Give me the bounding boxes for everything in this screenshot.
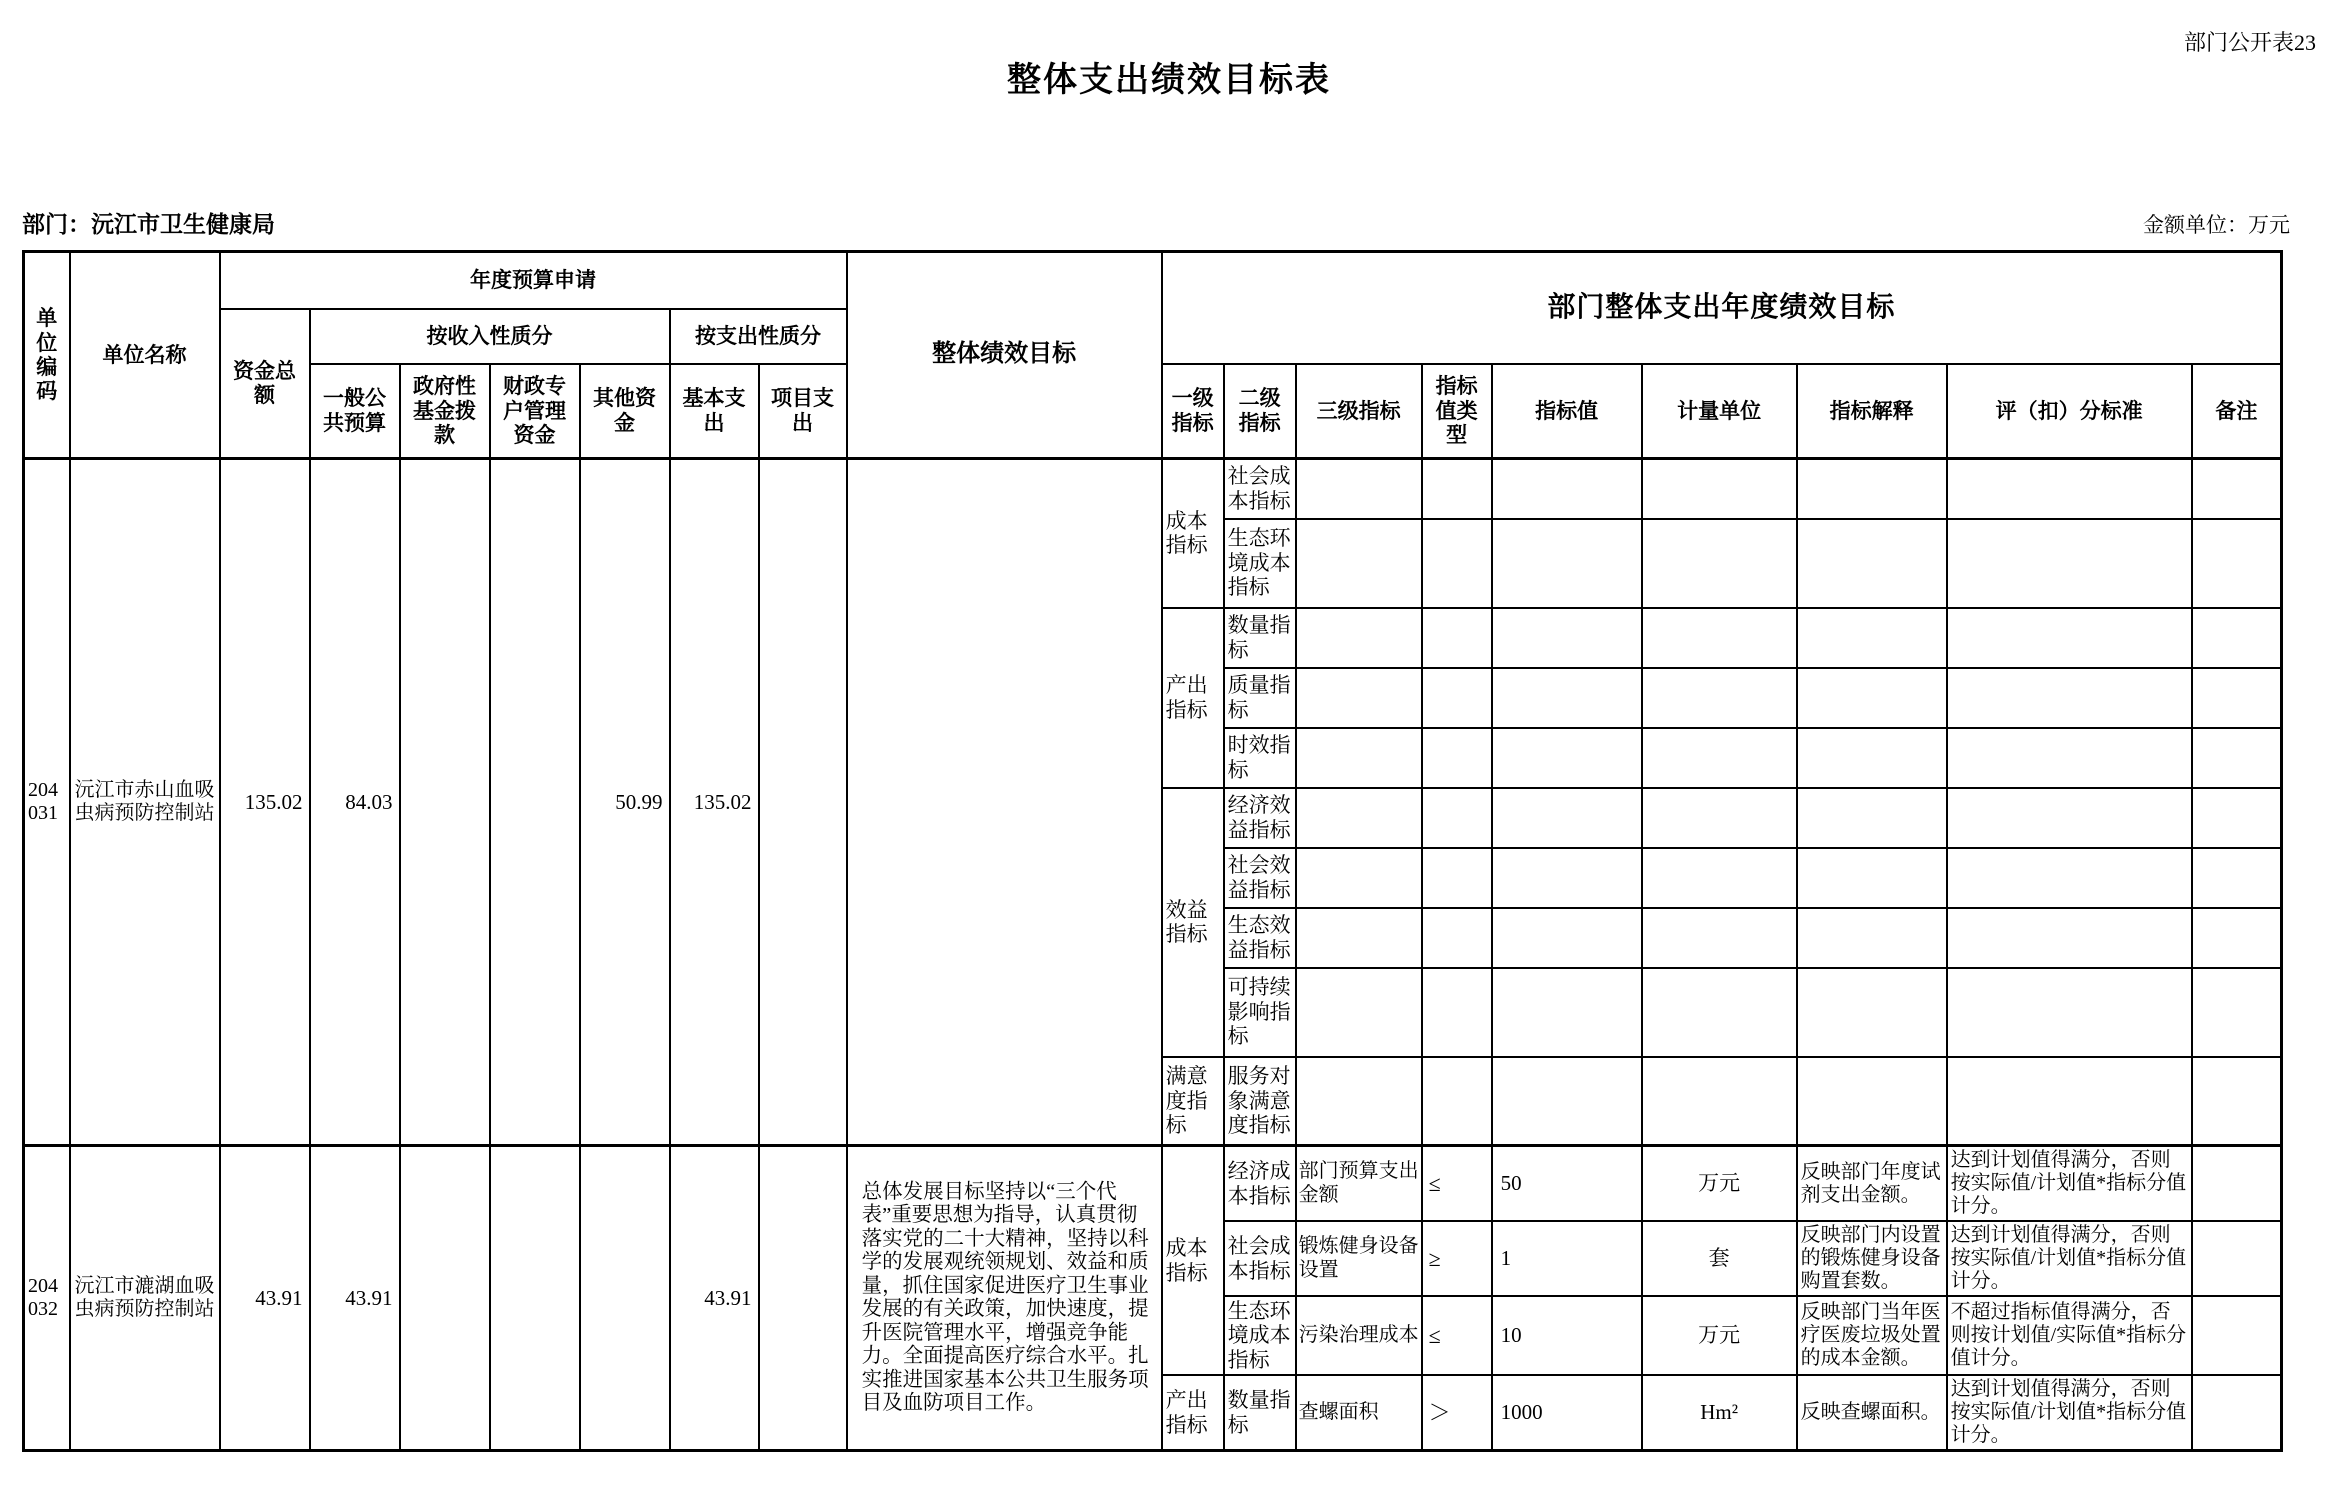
header-level2: 二级指标 [1224,364,1296,459]
header-remark: 备注 [2192,364,2282,459]
explanation-cell [1797,519,1947,608]
level1-cell: 效益指标 [1162,788,1224,1057]
value-cell: 1 [1492,1221,1642,1296]
value-type-cell [1422,848,1492,908]
header-value-type: 指标值类型 [1422,364,1492,459]
explanation-cell: 反映查螺面积。 [1797,1375,1947,1451]
budget-fiscal-cell [490,459,580,1146]
unit-code-cell: 204032 [24,1146,70,1451]
scoring-cell [1947,908,2192,968]
header-value: 指标值 [1492,364,1642,459]
value-cell: 10 [1492,1296,1642,1375]
budget-general-cell: 43.91 [310,1146,400,1451]
scoring-cell [1947,459,2192,519]
level2-cell: 生态环境成本指标 [1224,519,1296,608]
level2-cell: 数量指标 [1224,1375,1296,1451]
header-gov-fund: 政府性基金拨款 [400,364,490,459]
level2-cell: 服务对象满意度指标 [1224,1057,1296,1146]
overall-goal-cell [847,459,1162,1146]
unit-cell [1642,1057,1797,1146]
value-cell: 1000 [1492,1375,1642,1451]
explanation-cell [1797,968,1947,1057]
level1-cell: 产出指标 [1162,1375,1224,1451]
header-explanation: 指标解释 [1797,364,1947,459]
remark-cell [2192,728,2282,788]
doc-tag: 部门公开表23 [2183,30,2316,55]
explanation-cell [1797,788,1947,848]
level2-cell: 时效指标 [1224,728,1296,788]
level2-cell: 经济效益指标 [1224,788,1296,848]
value-cell [1492,968,1642,1057]
remark-cell [2192,848,2282,908]
remark-cell [2192,1057,2282,1146]
value-type-cell [1422,459,1492,519]
explanation-cell [1797,459,1947,519]
explanation-cell [1797,908,1947,968]
level3-cell [1296,608,1422,668]
remark-cell [2192,1375,2282,1451]
value-type-cell [1422,668,1492,728]
remark-cell [2192,788,2282,848]
header-annual-budget: 年度预算申请 [220,252,847,309]
unit-cell [1642,968,1797,1057]
value-cell [1492,788,1642,848]
header-unit: 计量单位 [1642,364,1797,459]
header-by-expenditure: 按支出性质分 [670,309,847,364]
value-cell [1492,1057,1642,1146]
header-by-income: 按收入性质分 [310,309,670,364]
explanation-cell [1797,728,1947,788]
value-type-cell: ≥ [1422,1221,1492,1296]
scoring-cell [1947,608,2192,668]
value-cell [1492,459,1642,519]
level3-cell: 污染治理成本 [1296,1296,1422,1375]
value-type-cell [1422,968,1492,1057]
budget-basic-cell: 135.02 [670,459,759,1146]
unit-cell [1642,519,1797,608]
scoring-cell: 达到计划值得满分，否则按实际值/计划值*指标分值计分。 [1947,1375,2192,1451]
value-type-cell [1422,908,1492,968]
value-type-cell [1422,728,1492,788]
explanation-cell: 反映部门当年医疗医废垃圾处置的成本金额。 [1797,1296,1947,1375]
budget-basic-cell: 43.91 [670,1146,759,1451]
unit-cell: 套 [1642,1221,1797,1296]
remark-cell [2192,668,2282,728]
level3-cell: 查螺面积 [1296,1375,1422,1451]
value-cell [1492,848,1642,908]
remark-cell [2192,519,2282,608]
budget-project-cell [759,459,847,1146]
unit-cell [1642,459,1797,519]
department-label: 部门：沅江市卫生健康局 [22,212,275,237]
level3-cell [1296,459,1422,519]
unit-name-cell: 沅江市漉湖血吸虫病预防控制站 [70,1146,220,1451]
scoring-cell [1947,519,2192,608]
explanation-cell: 反映部门年度试剂支出金额。 [1797,1146,1947,1222]
level2-cell: 生态环境成本指标 [1224,1296,1296,1375]
level3-cell [1296,728,1422,788]
scoring-cell: 达到计划值得满分，否则按实际值/计划值*指标分值计分。 [1947,1221,2192,1296]
budget-gov-fund-cell [400,1146,490,1451]
level2-cell: 经济成本指标 [1224,1146,1296,1222]
scoring-cell [1947,668,2192,728]
level2-cell: 生态效益指标 [1224,908,1296,968]
value-cell [1492,608,1642,668]
amount-unit-label: 金额单位：万元 [2143,213,2290,237]
remark-cell [2192,968,2282,1057]
scoring-cell: 不超过指标值得满分，否则按计划值/实际值*指标分值计分。 [1947,1296,2192,1375]
header-total-funds: 资金总额 [220,309,310,459]
remark-cell [2192,459,2282,519]
level1-cell: 产出指标 [1162,608,1224,788]
scoring-cell [1947,788,2192,848]
scoring-cell [1947,968,2192,1057]
header-level1: 一级指标 [1162,364,1224,459]
overall-goal-cell: 总体发展目标坚持以“三个代表”重要思想为指导，认真贯彻落实党的二十大精神，坚持以科学的发展观统领规划、效益和质量，抓住国家促进医疗卫生事业发展的有关政策，加快速度，提升医院管理水平，增强竞争能力。全面提高医疗综合水平。扎实推进国家基本公共卫生服务项目及血防项目工作。 [847,1146,1162,1451]
level2-cell: 可持续影响指标 [1224,968,1296,1057]
header-unit-name: 单位名称 [70,252,220,459]
header-general-public-budget: 一般公共预算 [310,364,400,459]
level2-cell: 社会效益指标 [1224,848,1296,908]
scoring-cell [1947,728,2192,788]
level2-cell: 质量指标 [1224,668,1296,728]
remark-cell [2192,1221,2282,1296]
explanation-cell [1797,668,1947,728]
unit-cell [1642,668,1797,728]
unit-cell [1642,728,1797,788]
value-cell [1492,728,1642,788]
level3-cell [1296,848,1422,908]
level3-cell [1296,788,1422,848]
remark-cell [2192,1146,2282,1222]
budget-total-cell: 135.02 [220,459,310,1146]
scoring-cell [1947,1057,2192,1146]
level3-cell: 锻炼健身设备设置 [1296,1221,1422,1296]
unit-cell [1642,908,1797,968]
level2-cell: 社会成本指标 [1224,1221,1296,1296]
value-cell [1492,519,1642,608]
remark-cell [2192,908,2282,968]
value-type-cell [1422,1057,1492,1146]
budget-other-cell [580,1146,670,1451]
budget-fiscal-cell [490,1146,580,1451]
header-overall-goal: 整体绩效目标 [847,252,1162,459]
explanation-cell [1797,608,1947,668]
explanation-cell [1797,1057,1947,1146]
value-type-cell: ≤ [1422,1146,1492,1222]
level3-cell [1296,668,1422,728]
unit-cell [1642,788,1797,848]
value-type-cell [1422,519,1492,608]
header-level3: 三级指标 [1296,364,1422,459]
unit-name-cell: 沅江市赤山血吸虫病预防控制站 [70,459,220,1146]
remark-cell [2192,1296,2282,1375]
level3-cell [1296,968,1422,1057]
budget-project-cell [759,1146,847,1451]
header-unit-code: 单位编码 [24,252,70,459]
budget-general-cell: 84.03 [310,459,400,1146]
header-project-expenditure: 项目支出 [759,364,847,459]
value-type-cell: ≤ [1422,1296,1492,1375]
level3-cell [1296,908,1422,968]
value-type-cell [1422,608,1492,668]
unit-cell: 万元 [1642,1146,1797,1222]
level3-cell: 部门预算支出金额 [1296,1146,1422,1222]
unit-cell: Hm² [1642,1375,1797,1451]
level3-cell [1296,1057,1422,1146]
level3-cell [1296,519,1422,608]
budget-total-cell: 43.91 [220,1146,310,1451]
remark-cell [2192,608,2282,668]
explanation-cell [1797,848,1947,908]
unit-cell: 万元 [1642,1296,1797,1375]
meta-row [22,206,2290,239]
header-fiscal-special-account: 财政专户管理资金 [490,364,580,459]
level2-cell: 社会成本指标 [1224,459,1296,519]
value-type-cell: ＞ [1422,1375,1492,1451]
budget-gov-fund-cell [400,459,490,1146]
unit-cell [1642,608,1797,668]
value-type-cell [1422,788,1492,848]
value-cell [1492,908,1642,968]
explanation-cell: 反映部门内设置的锻炼健身设备购置套数。 [1797,1221,1947,1296]
header-dept-annual-target: 部门整体支出年度绩效目标 [1162,252,2282,364]
budget-other-cell: 50.99 [580,459,670,1146]
header-scoring: 评（扣）分标准 [1947,364,2192,459]
unit-code-cell: 204031 [24,459,70,1146]
unit-cell [1642,848,1797,908]
level2-cell: 数量指标 [1224,608,1296,668]
level1-cell: 成本指标 [1162,459,1224,608]
level1-cell: 成本指标 [1162,1146,1224,1376]
header-basic-expenditure: 基本支出 [670,364,759,459]
value-cell [1492,668,1642,728]
page-title: 整体支出绩效目标表 [1007,62,1331,99]
header-other-funds: 其他资金 [580,364,670,459]
scoring-cell: 达到计划值得满分，否则按实际值/计划值*指标分值计分。 [1947,1146,2192,1222]
value-cell: 50 [1492,1146,1642,1222]
level1-cell: 满意度指标 [1162,1057,1224,1146]
scoring-cell [1947,848,2192,908]
performance-target-table [22,250,2283,1452]
